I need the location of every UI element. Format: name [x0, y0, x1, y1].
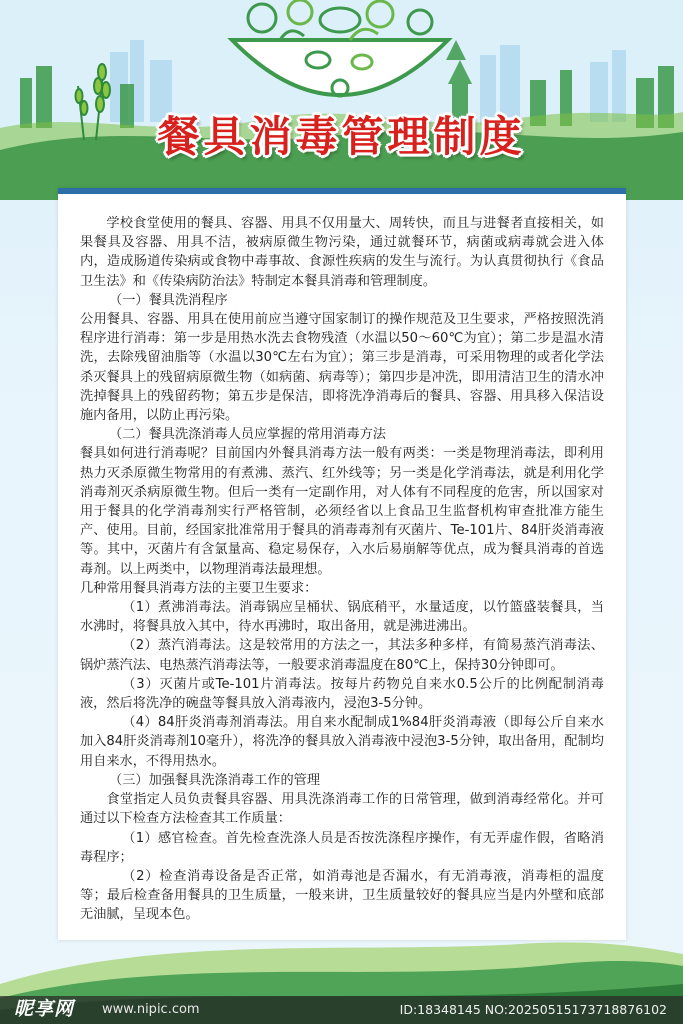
page-title: 餐具消毒管理制度 [157, 112, 526, 161]
city-skyline-illustration [0, 0, 683, 200]
watermark-id: ID:18348145 NO:20250515173718876102 [399, 1002, 667, 1017]
section-heading-1: （一）餐具洗消程序 [109, 292, 228, 308]
method-4: （4）84肝炎消毒剂消毒法。用自来水配制成1%84肝炎消毒液（即每公斤自来水加入84肝炎消毒剂10毫升），将洗净的餐具放入消毒液中浸泡3-5分钟，取出备用，配制均用自来水，不得用热水。 [80, 715, 604, 769]
intro-paragraph: 学校食堂使用的餐具、容器、用具不仅用量大、周转快，而且与进餐者直接相关，如果餐具及容器、用具不洁，被病原微生物污染，通过就餐环节，病菌或病毒就会进入体内，造成肠道传染病或食物中毒事故、食源性疾病的发生与流行。为认真贯彻执行《食品卫生法》和《传染病防治法》特制定本餐具消毒和管理制度。 [80, 216, 604, 289]
section-heading-3: （三）加强餐具洗涤消毒工作的管理 [109, 772, 321, 788]
section-2-body: 餐具如何进行消毒呢？目前国内外餐具消毒方法一般有两类：一类是物理消毒法，即利用热力灭杀原微生物常用的有煮沸、蒸汽、红外线等；另一类是化学消毒法，就是利用化学消毒剂灭杀病原微生物。但后一类有一定副作用，对人体有不同程度的危害，所以国家对用于餐具的化学消毒剂实行严格管制，必须经省以上食品卫生监督机构审查批准方能生产、使用。目前，经国家批准常用于餐具的消毒毒剂有灭菌片、Te-101片、84肝炎消毒液等。其中，灭菌片有含氯量高、稳定易保存，入水后易崩解等优点，成为餐具消毒的首选毒剂。以上两类中，以物理消毒法最理想。 [80, 446, 604, 577]
watermark-bar [0, 996, 683, 1024]
section-heading-2: （二）餐具洗涤消毒人员应掌握的常用消毒方法 [109, 427, 386, 443]
method-1: （1）煮沸消毒法。消毒锅应呈桶状、锅底稍平，水量适度，以竹篮盛装餐具，当水沸时，将餐具放入其中，待水再沸时，取出备用，就是沸进沸出。 [80, 600, 604, 635]
methods-heading: 几种常用餐具消毒方法的主要卫生要求： [80, 580, 318, 596]
watermark-logo: 昵享网 [14, 998, 75, 1020]
header-banner [0, 0, 683, 200]
watermark-url[interactable]: www.nipic.com [102, 1002, 200, 1017]
method-3: （3）灭菌片或Te-101片消毒法。按每片药物兑自来水0.5公斤的比例配制消毒液，然后将洗净的碗盘等餐具放入消毒液内，浸泡3-5分钟。 [80, 676, 604, 712]
check-1: （1）感官检查。首先检查洗涤人员是否按洗涤程序操作，有无弄虚作假，省略消毒程序； [80, 830, 604, 865]
content-panel [58, 188, 626, 940]
method-2: （2）蒸汽消毒法。这是较常用的方法之一，其法多种多样，有简易蒸汽消毒法、锅炉蒸汽法、电热蒸汽消毒法等，一般要求消毒温度在80℃上，保持30分钟即可。 [80, 638, 604, 673]
check-2: （2）检查消毒设备是否正常，如消毒池是否漏水，有无消毒液，消毒柜的温度等；最后检查备用餐具的卫生质量，一般来讲，卫生质量较好的餐具应当是内外壁和底部无油腻，呈现本色。 [80, 868, 604, 923]
section-1-body: 公用餐具、容器、用具在使用前应当遵守国家制订的操作规范及卫生要求，严格按照洗消程序进行消毒：第一步是用热水洗去食物残渣（水温以50～60℃为宜）；第二步是温水清洗，去除残留油脂等（水温以30℃左右为宜）；第三步是消毒，可采用物理的或者化学法杀灭餐具上的残留病原微生物（如病菌、病毒等）；第四步是冲洗，即用清洁卫生的清水冲洗掉餐具上的残留药物；第五步是保洁，即将洗净消毒后的餐具、容器、用具移入保洁设施内备用，以防止再污染。 [80, 312, 604, 424]
section-3-body: 食堂指定人员负责餐具容器、用具洗涤消毒工作的日常管理，做到消毒经常化。并可通过以下检查方法检查其工作质量： [80, 792, 604, 827]
regulation-text [58, 194, 626, 925]
